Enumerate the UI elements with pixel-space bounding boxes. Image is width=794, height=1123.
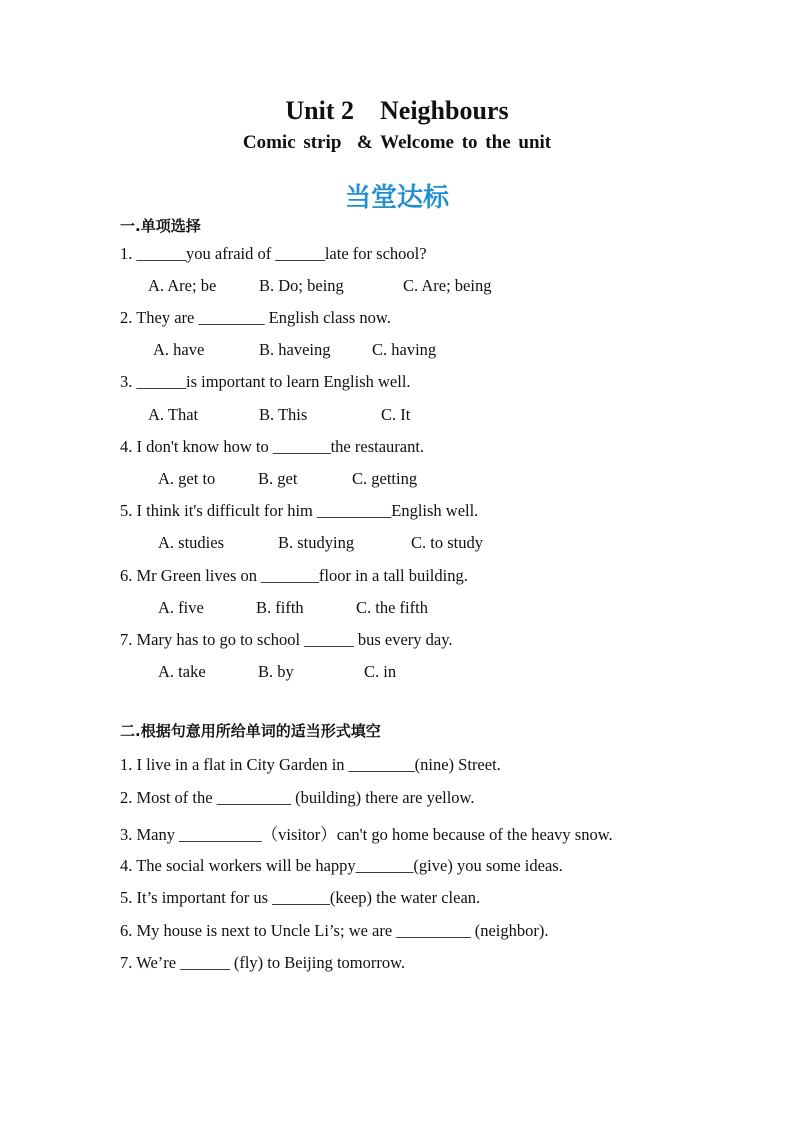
option-c: C. It [381, 405, 411, 424]
option-a: A. five [158, 598, 204, 617]
question-1: 1. ______you afraid of ______late for school? [120, 244, 427, 263]
option-a: A. get to [158, 469, 216, 488]
question-5: 5. I think it's difficult for him _________English well. [120, 501, 479, 520]
fill-item-7: 7. We’re ______ (fly) to Beijing tomorrow. [120, 953, 406, 972]
lesson-subtitle: Comic strip & Welcome to the unit [242, 132, 552, 153]
section-2-title: 二.根据句意用所给单词的适当形式填空 [120, 722, 381, 740]
fill-item-3: 3. Many __________（visitor）can't go home because of the heavy snow. [120, 825, 613, 844]
option-b: B. get [258, 469, 298, 488]
question-7: 7. Mary has to go to school ______ bus every day. [120, 630, 453, 649]
option-b: B. This [259, 405, 308, 424]
option-b: B. studying [278, 533, 355, 552]
option-b: B. Do; being [259, 276, 344, 295]
option-b: B. fifth [256, 598, 304, 617]
option-c: C. getting [352, 469, 418, 488]
option-c: C. Are; being [403, 276, 492, 295]
option-a: A. studies [158, 533, 224, 552]
option-a: A. That [148, 405, 199, 424]
fill-item-5: 5. It’s important for us _______(keep) the water clean. [120, 888, 481, 907]
question-2: 2. They are ________ English class now. [120, 308, 391, 327]
option-c: C. having [372, 340, 437, 359]
fill-item-6: 6. My house is next to Uncle Li’s; we are _________ (neighbor). [120, 921, 549, 940]
option-b: B. haveing [259, 340, 331, 359]
fill-item-1: 1. I live in a flat in City Garden in ________(nine) Street. [120, 755, 501, 774]
question-4: 4. I don't know how to _______the restaurant. [120, 437, 425, 456]
option-c: C. in [364, 662, 397, 681]
option-a: A. take [158, 662, 206, 681]
question-3: 3. ______is important to learn English well. [120, 372, 411, 391]
section-1-title: 一.单项选择 [120, 217, 201, 235]
option-c: C. to study [411, 533, 483, 552]
fill-item-4: 4. The social workers will be happy_______(give) you some ideas. [120, 856, 563, 875]
option-a: A. Are; be [148, 276, 217, 295]
fill-item-2: 2. Most of the _________ (building) there are yellow. [120, 788, 475, 807]
practice-heading: 当堂达标 [344, 183, 449, 213]
option-b: B. by [258, 662, 294, 681]
option-a: A. have [153, 340, 205, 359]
option-c: C. the fifth [356, 598, 428, 617]
question-6: 6. Mr Green lives on _______floor in a tall building. [120, 566, 468, 585]
unit-title: Unit 2 Neighbours [285, 96, 509, 125]
